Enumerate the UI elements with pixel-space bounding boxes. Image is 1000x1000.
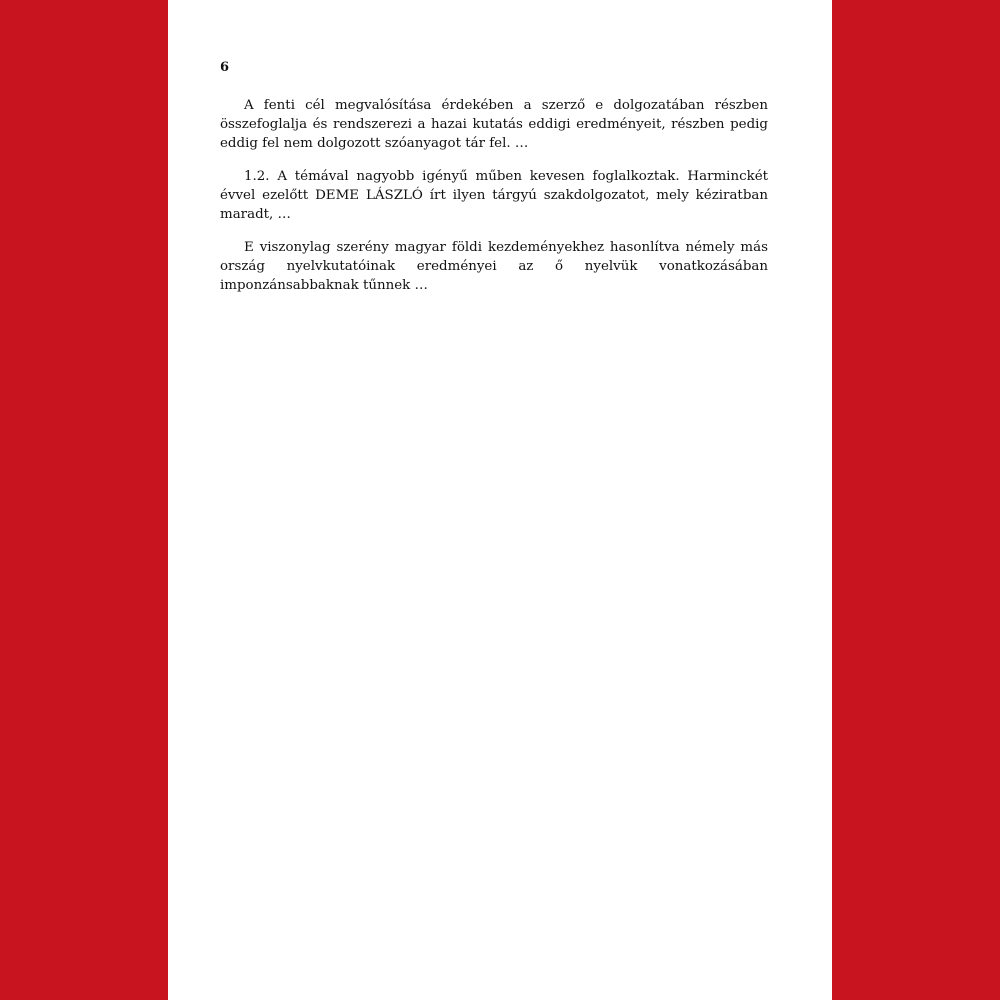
page-number: 6 xyxy=(220,60,230,75)
paragraph: A fenti cél megvalósítása érdekében a szerző e dolgozatában részben összefoglalja és rendszerezi a hazai kutatás eddigi eredményeit, részben pedig eddig fel nem dolgozott szóanyagot tár fel. … xyxy=(220,98,768,151)
book-page xyxy=(168,0,832,1000)
paragraph: 1.2. A témával nagyobb igényű műben kevesen foglalkoztak. Harminckét évvel ezelőtt DEME LÁSZLÓ írt ilyen tárgyú szakdolgozatot, mely kéziratban maradt, … xyxy=(220,169,768,222)
paragraph: E viszonylag szerény magyar földi kezdeményekhez hasonlítva némely más ország nyelvkutatóinak eredményei az ő nyelvük vonatkozásában imponzánsabbaknak tűnnek … xyxy=(220,240,768,293)
body-text xyxy=(220,96,768,309)
